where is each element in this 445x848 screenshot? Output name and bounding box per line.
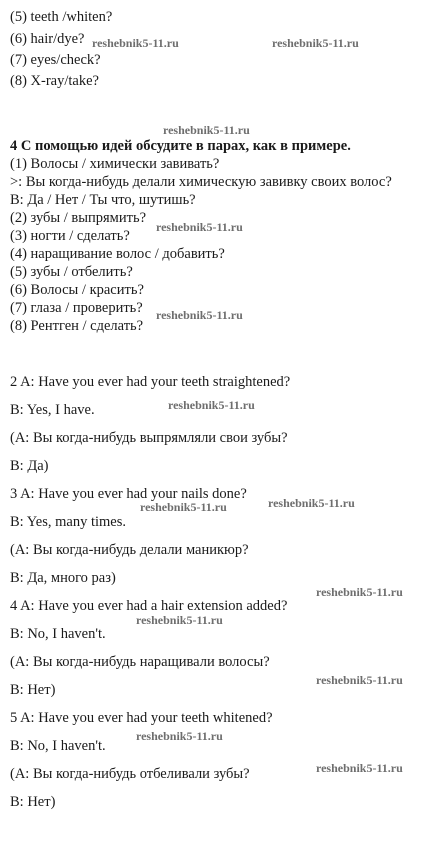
dialogue-2-question: 2 A: Have you ever had your teeth straightened? xyxy=(10,374,291,390)
watermark: reshebnik5-11.ru xyxy=(136,729,223,743)
task4-line-1: (1) Волосы / химически завивать? xyxy=(10,156,220,172)
list-top-item-7: (7) eyes/check? xyxy=(10,52,101,68)
dialogue-5-reply: B: No, I haven't. xyxy=(10,738,106,754)
task4-line-10: (8) Рентген / сделать? xyxy=(10,318,144,334)
dialogue-3-answer: В: Да, много раз) xyxy=(10,570,116,586)
task4-line-2: >: Вы когда-нибудь делали химическую завивку своих волос? xyxy=(10,174,392,190)
dialogue-3-translation: (А: Вы когда-нибудь делали маникюр? xyxy=(10,542,249,558)
dialogue-3-question: 3 A: Have you ever had your nails done? xyxy=(10,486,247,502)
watermark: reshebnik5-11.ru xyxy=(168,398,255,412)
watermark: reshebnik5-11.ru xyxy=(163,123,250,137)
dialogue-5-translation: (А: Вы когда-нибудь отбеливали зубы? xyxy=(10,766,250,782)
dialogue-4-answer: В: Нет) xyxy=(10,682,56,698)
dialogue-2-translation: (А: Вы когда-нибудь выпрямляли свои зубы? xyxy=(10,430,288,446)
task4-line-7: (5) зубы / отбелить? xyxy=(10,264,133,280)
dialogue-4-reply: B: No, I haven't. xyxy=(10,626,106,642)
dialogue-4-translation: (А: Вы когда-нибудь наращивали волосы? xyxy=(10,654,270,670)
list-top-item-6: (6) hair/dye? xyxy=(10,31,85,47)
task4-line-5: (3) ногти / сделать? xyxy=(10,228,130,244)
task4-line-6: (4) наращивание волос / добавить? xyxy=(10,246,225,262)
list-top-item-8: (8) X-ray/take? xyxy=(10,73,99,89)
watermark: reshebnik5-11.ru xyxy=(316,673,403,687)
dialogue-2-answer: В: Да) xyxy=(10,458,49,474)
task4-line-8: (6) Волосы / красить? xyxy=(10,282,144,298)
dialogue-5-answer: В: Нет) xyxy=(10,794,56,810)
dialogue-3-reply: B: Yes, many times. xyxy=(10,514,127,530)
dialogue-5-question: 5 A: Have you ever had your teeth whitened? xyxy=(10,710,273,726)
watermark: reshebnik5-11.ru xyxy=(136,613,223,627)
watermark: reshebnik5-11.ru xyxy=(156,308,243,322)
task4-heading: 4 С помощью идей обсудите в парах, как в примере. xyxy=(10,138,351,154)
dialogue-4-question: 4 A: Have you ever had a hair extension added? xyxy=(10,598,288,614)
task4-line-9: (7) глаза / проверить? xyxy=(10,300,143,316)
watermark: reshebnik5-11.ru xyxy=(140,500,227,514)
watermark: reshebnik5-11.ru xyxy=(156,220,243,234)
watermark: reshebnik5-11.ru xyxy=(268,496,355,510)
watermark: reshebnik5-11.ru xyxy=(316,585,403,599)
task4-line-3: В: Да / Нет / Ты что, шутишь? xyxy=(10,192,196,208)
dialogue-2-reply: B: Yes, I have. xyxy=(10,402,95,418)
watermark: reshebnik5-11.ru xyxy=(92,36,179,50)
watermark: reshebnik5-11.ru xyxy=(316,761,403,775)
task4-line-4: (2) зубы / выпрямить? xyxy=(10,210,147,226)
watermark: reshebnik5-11.ru xyxy=(272,36,359,50)
list-top-item-5: (5) teeth /whiten? xyxy=(10,9,113,25)
